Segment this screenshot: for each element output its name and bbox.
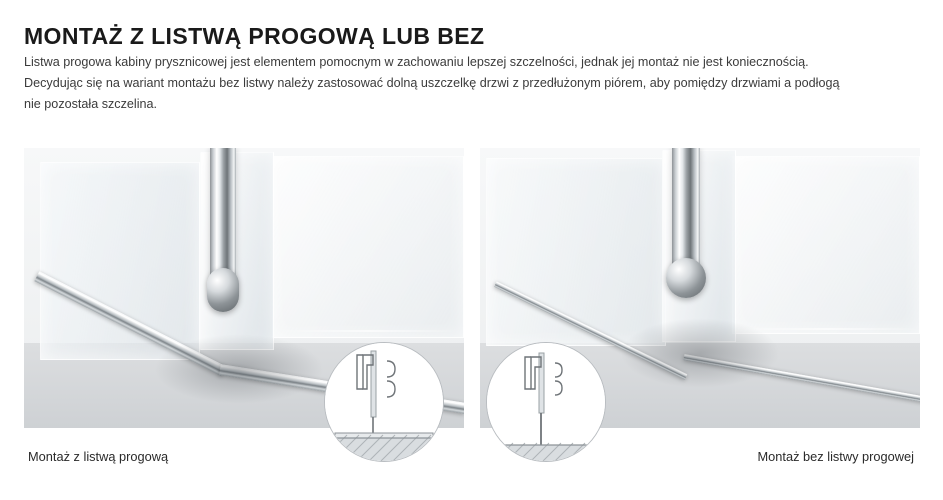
chrome-hinge-knuckle (666, 258, 706, 298)
detail-circle-with-threshold (324, 342, 444, 462)
page-title: MONTAŻ Z LISTWĄ PROGOWĄ LUB BEZ (24, 23, 485, 50)
detail-diagram-without-threshold (487, 343, 605, 461)
illustration-panels (24, 148, 920, 484)
glass-pane-right (732, 156, 920, 334)
glass-pane-left (486, 158, 666, 346)
detail-diagram-with-threshold (325, 343, 443, 461)
glass-pane-left (40, 162, 200, 360)
caption-text-without-threshold: Montaż bez listwy progowej (757, 448, 914, 464)
chrome-hinge-knuckle (207, 268, 239, 312)
paragraph-line-1: Listwa progowa kabiny prysznicowej jest elementem pomocnym w zachowaniu lepszej szczelności, jednak jej montaż nie jest koniecznością. (24, 55, 809, 69)
detail-circle-without-threshold (486, 342, 606, 462)
paragraph-line-2: Decydując się na wariant montażu bez listwy należy zastosować dolną uszczelkę drzwi z przedłużonym piórem, aby pomiędzy drzwiami a podłogą (24, 76, 840, 90)
intro-paragraph (24, 52, 924, 115)
paragraph-line-3: nie pozostała szczelina. (24, 97, 158, 111)
caption-text-with-threshold: Montaż z listwą progową (28, 448, 169, 464)
chrome-corner-post (672, 148, 700, 274)
glass-pane-right (272, 156, 464, 338)
